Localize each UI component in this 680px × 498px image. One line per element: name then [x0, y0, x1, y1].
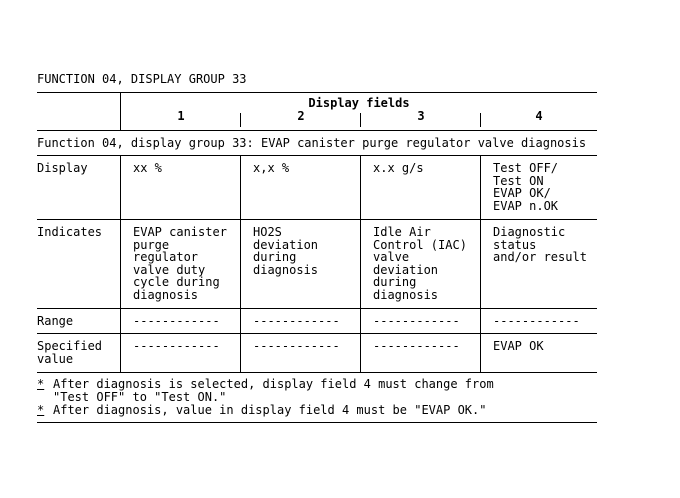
footnote-2-text: After diagnosis, value in display field 4 must be "EVAP OK." — [53, 403, 487, 417]
cell-indicates-3: Idle Air Control (IAC) valve deviation during diagnosis — [373, 225, 467, 302]
cell-display-3: x.x g/s — [373, 161, 424, 175]
document-title: FUNCTION 04, DISPLAY GROUP 33 — [37, 72, 247, 86]
cell-specified-1: ------------ — [133, 339, 220, 353]
body-divider-label — [120, 155, 121, 372]
footnote-1-marker: * — [37, 377, 45, 391]
footnote-2-marker: * — [37, 403, 45, 417]
cell-specified-2: ------------ — [253, 339, 340, 353]
cell-specified-4: EVAP OK — [493, 339, 544, 353]
row-rule-display — [37, 219, 597, 220]
column-header-3: 3 — [417, 109, 425, 123]
cell-display-2: x,x % — [253, 161, 290, 175]
cell-indicates-1: EVAP canister purge regulator valve duty cycle during diagnosis — [133, 225, 227, 302]
cell-range-2: ------------ — [253, 314, 340, 328]
body-divider-3 — [480, 155, 481, 372]
row-label-range: Range — [37, 314, 74, 328]
table-subtitle: Function 04, display group 33: EVAP canister purge regulator valve diagnosis — [37, 136, 587, 150]
header-divider-left — [120, 92, 121, 130]
cell-indicates-4: Diagnostic status and/or result — [493, 225, 587, 264]
cell-specified-3: ------------ — [373, 339, 460, 353]
cell-range-1: ------------ — [133, 314, 220, 328]
body-divider-2 — [360, 155, 361, 372]
header-divider-3 — [480, 113, 481, 127]
cell-range-4: ------------ — [493, 314, 580, 328]
row-rule-specified-value — [37, 372, 597, 373]
row-label-specified-value: Specified value — [37, 339, 103, 366]
cell-display-1: xx % — [133, 161, 162, 175]
row-rule-indicates — [37, 308, 597, 309]
display-fields-heading: Display fields — [308, 96, 410, 110]
cell-range-3: ------------ — [373, 314, 460, 328]
header-divider-2 — [360, 113, 361, 127]
subtitle-bottom-rule — [37, 155, 597, 156]
row-rule-range — [37, 333, 597, 334]
cell-display-4: Test OFF/ Test ON EVAP OK/ EVAP n.OK — [493, 161, 559, 213]
footnote-1-text: After diagnosis is selected, display field 4 must change from "Test OFF" to "Test ON." — [53, 377, 494, 404]
column-header-2: 2 — [297, 109, 305, 123]
row-label-indicates: Indicates — [37, 225, 103, 239]
body-divider-1 — [240, 155, 241, 372]
table-top-rule — [37, 92, 597, 93]
cell-indicates-2: HO2S deviation during diagnosis — [253, 225, 319, 277]
header-bottom-rule — [37, 130, 597, 131]
table-bottom-rule — [37, 422, 597, 423]
column-header-4: 4 — [535, 109, 543, 123]
header-divider-1 — [240, 113, 241, 127]
row-label-display: Display — [37, 161, 88, 175]
column-header-1: 1 — [177, 109, 185, 123]
